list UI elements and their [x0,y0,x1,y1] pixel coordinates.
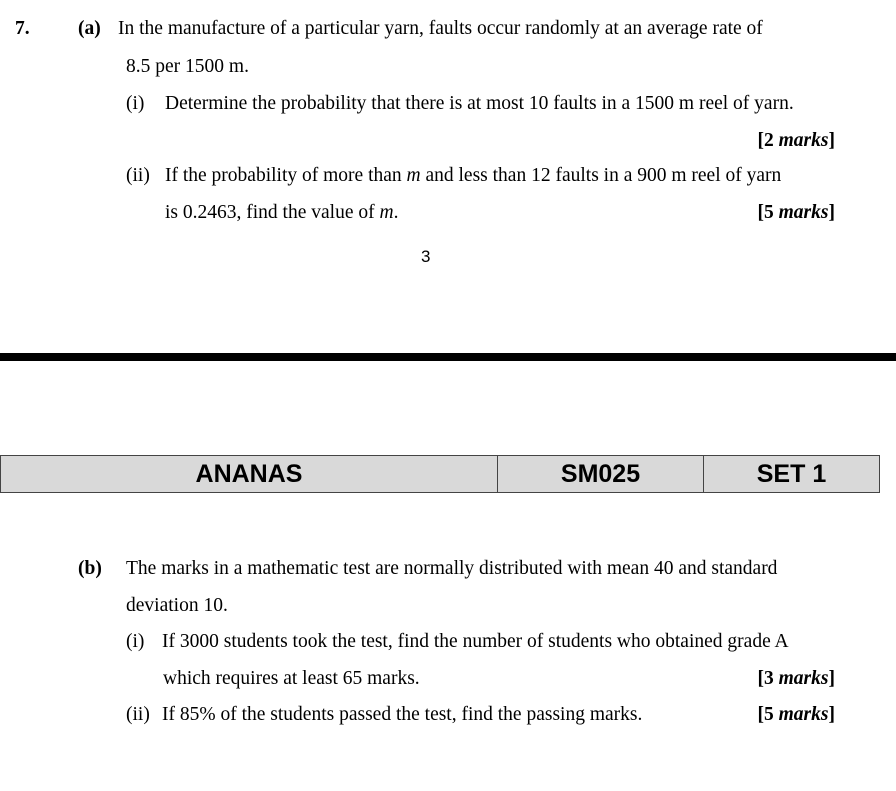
part-a-i-label: (i) [126,93,145,114]
part-a-i-text: Determine the probability that there is at most 10 faults in a 1500 m reel of yarn. [165,93,794,114]
part-b-intro-line2: deviation 10. [126,595,228,616]
header-set: SET 1 [756,459,827,488]
part-b-ii-text: If 85% of the students passed the test, find the passing marks. [162,704,643,725]
part-b-label: (b) [78,558,102,579]
part-b-i-label: (i) [126,631,145,652]
part-a-intro-line2: 8.5 per 1500 m. [126,56,249,77]
part-b-i-line2: which requires at least 65 marks. [163,668,420,689]
part-b-i-line1: If 3000 students took the test, find the number of students who obtained grade A [162,631,789,652]
part-a-label: (a) [78,18,101,39]
part-a-intro-line1: In the manufacture of a particular yarn, faults occur randomly at an average rate of [118,18,763,39]
part-a-ii-line1: If the probability of more than m and less than 12 faults in a 900 m reel of yarn [165,165,782,186]
page-divider [0,353,896,361]
page-header-table [0,455,880,493]
header-code: SM025 [498,456,704,492]
part-b-intro-line1: The marks in a mathematic test are normally distributed with mean 40 and standard [126,558,778,579]
part-b-ii-label: (ii) [126,704,150,725]
question-number: 7. [15,18,30,39]
part-a-ii-marks: [5 marks] [757,202,835,223]
part-a-ii-label: (ii) [126,165,150,186]
header-school: ANANAS [1,456,498,492]
page-number: 3 [421,247,431,266]
part-b-ii-marks: [5 marks] [757,704,835,725]
part-a-i-marks: [2 marks] [757,130,835,151]
part-b-i-marks: [3 marks] [757,668,835,689]
part-a-ii-line2: is 0.2463, find the value of m. [165,202,399,223]
